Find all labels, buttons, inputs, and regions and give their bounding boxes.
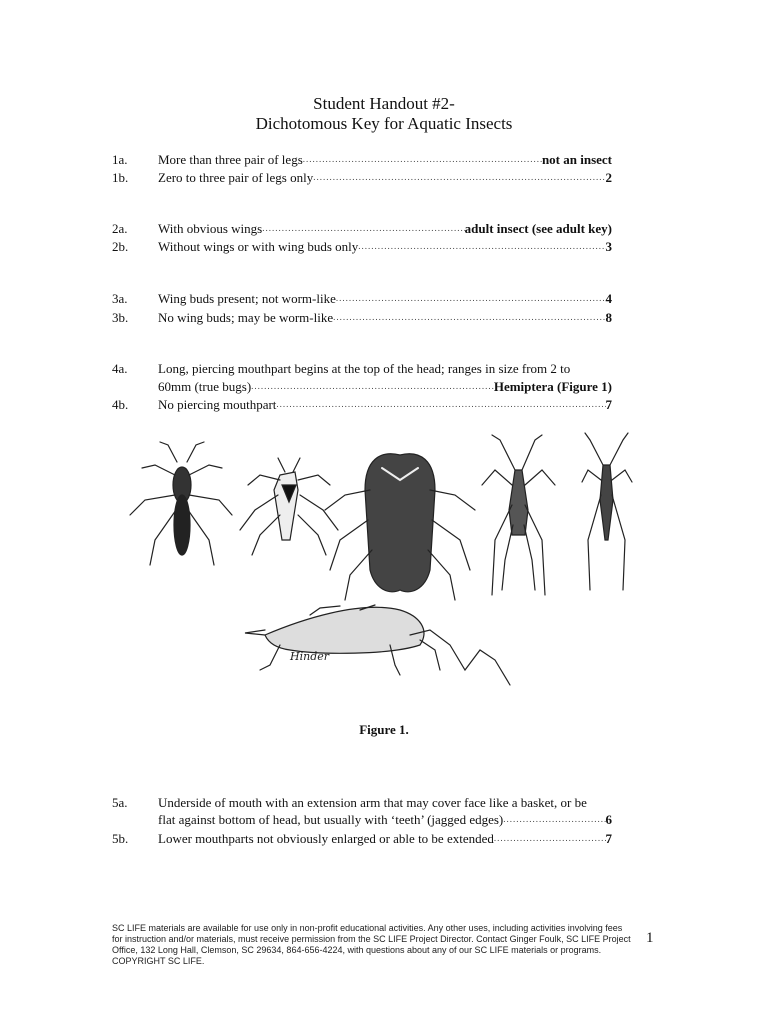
entry-number: 2a. <box>112 221 128 236</box>
leader-dots <box>276 397 605 413</box>
leader-dots <box>303 152 542 168</box>
handout-subtitle: Dichotomous Key for Aquatic Insects <box>255 114 513 133</box>
page-number: 1 <box>646 930 654 946</box>
entry-number: 4b. <box>112 397 129 412</box>
entry-text: 60mm (true bugs) <box>158 379 252 394</box>
insect-illustration-6 <box>245 605 510 685</box>
insect-illustration-2 <box>240 458 338 555</box>
entry-result: Hemiptera (Figure 1) <box>493 379 612 394</box>
key-entry-4a <box>112 361 612 397</box>
entry-number: 3a. <box>112 291 128 306</box>
entry-result: 7 <box>605 397 612 412</box>
entry-number: 5b. <box>112 831 129 846</box>
insect-illustration-5 <box>582 433 632 590</box>
entry-text-line1: Long, piercing mouthpart begins at the top of the head; ranges in size from 2 to <box>158 361 571 376</box>
entry-result: 2 <box>605 170 612 185</box>
entry-result: not an insect <box>541 152 612 167</box>
entry-text-line1: Underside of mouth with an extension arm that may cover face like a basket, or be <box>158 795 587 810</box>
entry-result: adult insect (see adult key) <box>464 221 612 236</box>
entry-number: 1a. <box>112 152 128 167</box>
entry-text: No piercing mouthpart <box>158 397 277 412</box>
entry-text: Wing buds present; not worm-like <box>158 291 336 306</box>
key-entry-5a <box>112 795 612 831</box>
leader-dots <box>494 831 606 847</box>
leader-dots <box>333 310 605 326</box>
entry-text: Zero to three pair of legs only <box>158 170 314 185</box>
entry-number: 5a. <box>112 795 128 810</box>
entry-text: No wing buds; may be worm-like <box>158 310 334 325</box>
entry-text: flat against bottom of head, but usually with ‘teeth’ (jagged edges) <box>158 812 504 827</box>
handout-title: Student Handout #2- <box>313 94 455 113</box>
leader-dots <box>503 812 605 828</box>
figure-caption: Figure 1. <box>359 722 409 737</box>
entry-number: 4a. <box>112 361 128 376</box>
entry-text: Lower mouthparts not obviously enlarged or able to be extended <box>158 831 494 846</box>
entry-text: Without wings or with wing buds only <box>158 239 359 254</box>
hemiptera-illustrations <box>120 430 650 700</box>
copyright-footer: SC LIFE materials are available for use only in non-profit educational activities. Any other uses, including activities involving fees for instruction and/or materials, must receive permission from the SC LIFE Project Director. Contact Ginger Foulk, SC LIFE Project Office, 132 Long Hall, Clemson, SC 29634, 864-656-4224, with questions about any of our SC LIFE materials or programs. COPYRIGHT SC LIFE. <box>112 923 631 966</box>
leader-dots <box>313 170 605 186</box>
insect-illustration-3 <box>325 454 475 600</box>
entry-result: 4 <box>605 291 612 306</box>
entry-result: 7 <box>605 831 612 846</box>
insect-illustration-1 <box>130 442 232 565</box>
leader-dots <box>358 239 605 255</box>
entry-text: More than three pair of legs <box>158 152 303 167</box>
entry-result: 8 <box>605 310 612 325</box>
entry-number: 2b. <box>112 239 129 254</box>
leader-dots <box>251 379 494 395</box>
entry-text: With obvious wings <box>158 221 263 236</box>
leader-dots <box>262 221 464 237</box>
leader-dots <box>336 291 606 307</box>
insect-illustration-4 <box>482 435 555 595</box>
entry-result: 6 <box>605 812 612 827</box>
entry-number: 1b. <box>112 170 129 185</box>
entry-result: 3 <box>605 239 612 254</box>
entry-number: 3b. <box>112 310 129 325</box>
illustrator-signature: Hinder <box>290 650 330 663</box>
